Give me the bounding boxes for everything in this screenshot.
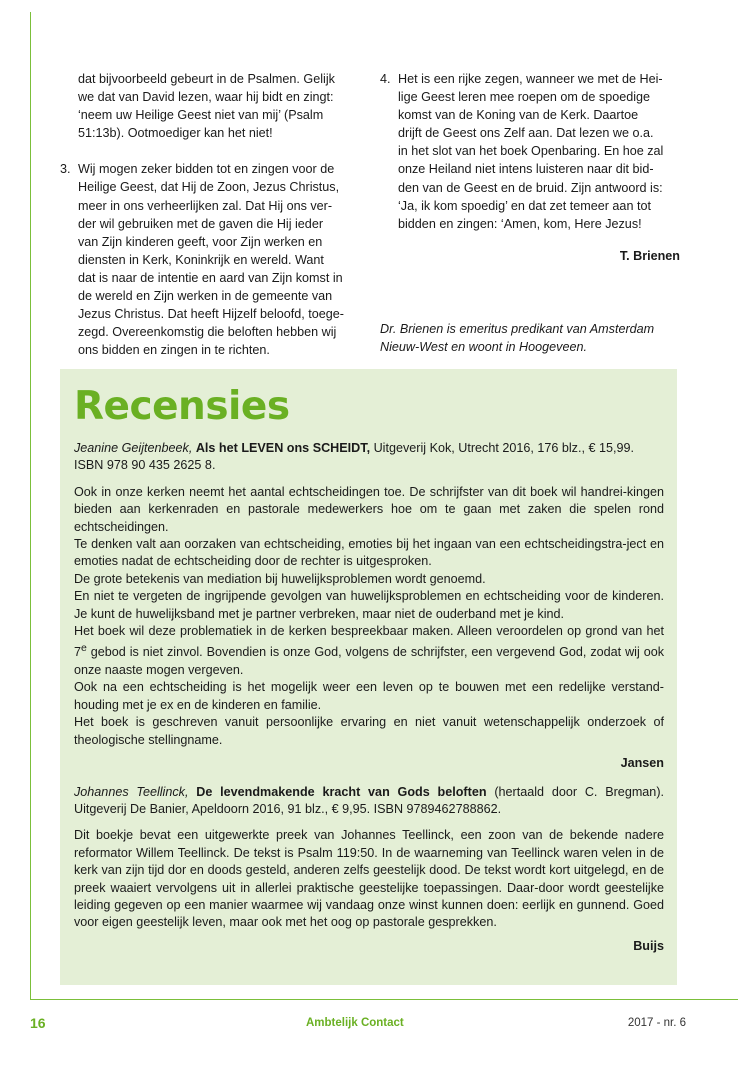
bio-line: Nieuw-West en woont in Hoogeveen. — [380, 340, 587, 355]
review-2-citation — [74, 784, 664, 819]
text-line: we dat van David lezen, waar hij bidt en zingt: — [78, 90, 334, 105]
text-line: zegd. Overeenkomstig die beloften hebben wij — [78, 325, 337, 340]
magazine-name: Ambtelijk Contact — [306, 1017, 404, 1029]
review-1-signature: Jansen — [620, 756, 664, 771]
review-1-paragraph: Ook in onze kerken neemt het aantal echtscheidingen toe. De schrijfster van dit boek wil handrei-kingen bieden aan kerkenraden en pastorale medewerkers hoe om te gaan met zaken die spelen rond echtscheidingen. — [74, 484, 664, 534]
item-2-continuation — [60, 70, 362, 142]
list-number: 4. — [380, 72, 391, 86]
text-line: diensten in Kerk, Koninkrijk en wereld. Want — [78, 252, 324, 267]
review-1-citation — [74, 440, 664, 475]
issue-label: 2017 - nr. 6 — [627, 1017, 686, 1029]
review-1-paragraph — [74, 623, 664, 679]
review-1-book-title: Als het LEVEN ons SCHEIDT, — [195, 441, 371, 455]
right-column — [380, 70, 680, 265]
review-2-paragraph: Dit boekje bevat een uitgewerkte preek van Johannes Teellinck, een zoon van de bekende nadere reformator Willem Teellinck. De tekst is Psalm 119:50. In de waarneming van Teellinck waren velen in de kerk van zijn tijd dor en doods gesteld, anderen zelfs geestelijk dood. De tekst wordt kort uitgelegd, en de preek waaiert vervolgens uit in allerlei praktische geestelijke toepassingen. Daar-door wordt geestelijke leiding gegeven op een manier waarmee wij vandaag onze winst kunnen doen: eerlijk en gunnend. Goed voor eigen geestelijk leven, maar ook met het oog op pastorale gesprekken. — [74, 828, 664, 930]
text-line: bidden en zingen: ‘Amen, kom, Here Jezus! — [398, 216, 642, 231]
text-line: Het is een rijke zegen, wanneer we met de Hei- — [398, 72, 663, 86]
text-line: meer in ons verheerlijken zal. Dat Hij ons ver- — [78, 198, 333, 213]
review-2-book-title: De levendmakende kracht van Gods beloften — [196, 784, 487, 799]
review-1-paragraph: Ook na een echtscheiding is het mogelijk weer een leven op te bouwen met een redelijke verstand-houding met je ex en de kinderen en familie. — [74, 680, 664, 712]
author-bio — [380, 320, 710, 356]
reviews-box — [60, 369, 677, 985]
review-1-paragraph: En niet te vergeten de ingrijpende gevolgen van huwelijksproblemen en echtscheiding voor de kinderen. Je kunt de huwelijksband met je partner verbreken, maar niet de ouderband met je kind. — [74, 589, 664, 621]
bio-line: Dr. Brienen is emeritus predikant van Amsterdam — [380, 322, 655, 336]
text-line: lige Geest leren mee roepen om de spoedige — [398, 90, 651, 105]
review-1-paragraph: Te denken valt aan oorzaken van echtscheiding, emoties bij het ingaan van een echtscheidingstra-ject en emoties nadat de echtscheiding door de rechter is uitgesproken. — [74, 537, 664, 569]
text-line: Heilige Geest, dat Hij de Zoon, Jezus Christus, — [78, 180, 340, 195]
text-line: Wij mogen zeker bidden tot en zingen voor de — [78, 162, 335, 177]
left-column — [60, 70, 362, 359]
list-item-text — [398, 70, 680, 233]
text-line: der wil gebruiken met de gaven die Hij ieder — [78, 216, 324, 231]
list-number: 3. — [60, 162, 71, 177]
text-line: drijft de Geest ons Zelf aan. Dat lezen we o.a. — [398, 126, 654, 141]
review-1-paragraph: Het boek is geschreven vanuit persoonlijke ervaring en niet vanuit wetenschappelijk onderzoek of theologische stellingname. — [74, 715, 664, 747]
superscript: e — [81, 642, 87, 655]
text-line: Jezus Christus. Dat heeft Hijzelf beloofd, toege- — [78, 307, 344, 322]
text-line: dat bijvoorbeeld gebeurt in de Psalmen. Gelijk — [78, 72, 335, 86]
text-line: de wereld en Zijn werken in de gemeente van — [78, 289, 333, 304]
review-1-paragraph: De grote betekenis van mediation bij huwelijksproblemen wordt genoemd. — [74, 571, 486, 586]
review-2-publisher: (hertaald door C. Bregman). Uitgeverij De Banier, Apeldoorn 2016, 91 blz., € 9,95. ISBN 9789462788862. — [74, 784, 665, 816]
text-line: van Zijn kinderen geeft, voor Zijn werken en — [78, 234, 323, 249]
list-item-text — [78, 160, 362, 359]
text-line: komst van de Koning van de Kerk. Daartoe — [398, 108, 639, 123]
footer-rule — [30, 999, 738, 1000]
reviews-body — [74, 440, 664, 955]
list-item-4 — [380, 70, 680, 233]
review-2-signature: Buijs — [633, 938, 664, 953]
page-number: 16 — [30, 1015, 46, 1031]
review-1-publisher: Uitgeverij Kok, Utrecht 2016, 176 blz., € 15,99. — [370, 441, 634, 455]
text-fragment: Het boek wil deze problematiek in de kerken bespreekbaar maken. Alleen veroordelen op grond van het 7 — [74, 624, 664, 660]
text-line: dat is naar de intentie en aard van Zijn komst in — [78, 270, 343, 285]
text-line: ons bidden en zingen in te richten. — [78, 343, 270, 358]
text-line: den van de Geest en de bruid. Zijn antwoord is: — [398, 180, 663, 195]
text-line: ‘neem uw Heilige Geest niet van mij’ (Psalm — [78, 108, 324, 123]
text-fragment: gebod is niet zinvol. Bovendien is onze God, volgens de schrijfster, een vergevend God, zodat wij ook onze naaste mogen vergeven. — [74, 645, 664, 678]
text-line: in het slot van het boek Openbaring. En hoe zal — [398, 144, 664, 159]
reviews-heading: Recensies — [74, 384, 290, 429]
text-line: 51:13b). Ootmoediger kan het niet! — [78, 126, 273, 141]
left-margin-rule — [30, 12, 31, 1000]
review-1-isbn: ISBN 978 90 435 2625 8. — [74, 458, 216, 473]
text-line: ‘Ja, ik kom spoedig’ en dat zet temeer aan tot — [398, 198, 651, 213]
list-item-3 — [60, 160, 362, 359]
article-signature: T. Brienen — [619, 248, 680, 263]
review-2-author: Johannes Teellinck, — [74, 784, 189, 799]
text-line: onze Heiland niet intens luisteren naar dit bid- — [398, 162, 654, 177]
review-1-author: Jeanine Geijtenbeek, — [74, 441, 193, 455]
